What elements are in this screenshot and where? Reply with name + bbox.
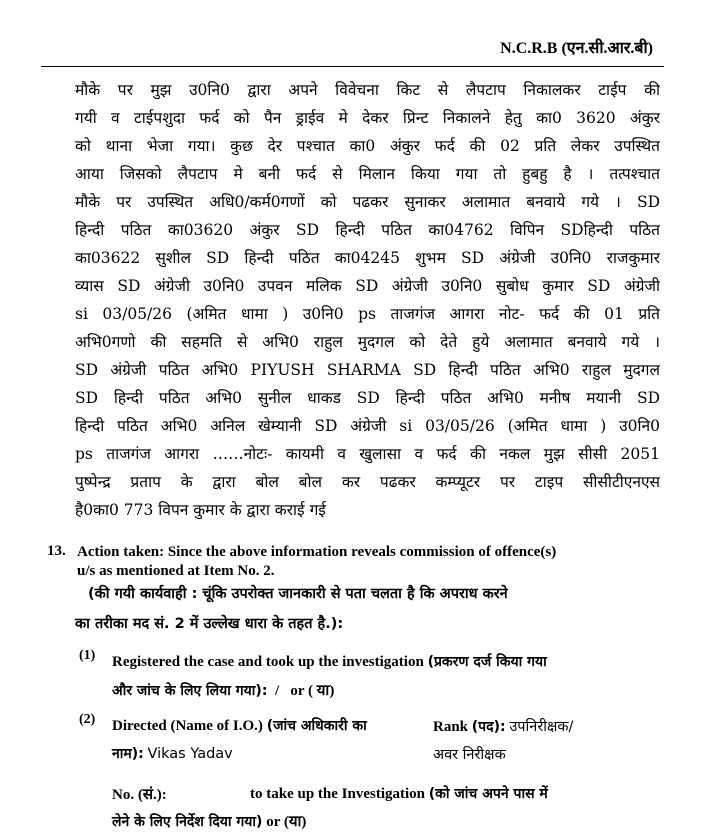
narrative-line: गयी व टाईपशुदा फर्द को पैन ड्राईव मे देकर प्रिन्ट निकालने हेतु का0 3620 अंकुर	[75, 109, 660, 127]
rank-hindi: (पद):	[471, 719, 506, 735]
narrative-text	[75, 76, 660, 524]
take-up-hindi: (को जांच अपने पास में	[428, 786, 548, 802]
rank-english: Rank	[433, 719, 472, 735]
sub-item-1-english: Registered the case and took up the investigation	[112, 654, 428, 670]
narrative-line: है0का0 773 विपन कुमार के द्वारा कराई गई	[75, 501, 326, 519]
item-13-hindi-line1: (की गयी कार्यवाही : चूंकि उपरोक्त जानकारी से पता चलता है कि अपराध करने	[88, 586, 508, 602]
take-up-or: or (या)	[262, 814, 307, 830]
item-13-title-line1: Action taken: Since the above information reveals commission of offence(s)	[77, 544, 557, 560]
narrative-line: मौके पर उपस्थित अधि0/कर्म0गणों को पढकर सुनाकर अलामात बनवाये गये । SD	[75, 193, 660, 211]
narrative-line: आया जिसको लैपटाप मे बनी फर्द से मिलान किया गया तो हुबहु है । तत्पश्चात	[75, 165, 660, 183]
rank-value-2: अवर निरीक्षक	[433, 747, 506, 763]
name-label: नाम):	[112, 746, 144, 762]
rank-value-row	[433, 744, 506, 764]
rank-row	[433, 716, 573, 736]
no-label	[112, 784, 167, 804]
sub-item-1-line1	[112, 652, 547, 671]
sub-item-1-hindi: (प्रकरण दर्ज किया गया	[427, 654, 547, 670]
narrative-line: पुष्पेन्द्र प्रताप के द्वारा बोल बोल कर पढकर कम्प्यूटर पर टाइप सीसीटीएनएस	[75, 473, 660, 491]
narrative-line: ps ताजगंज आगरा ……नोटः- कायमी व खुलासा व फर्द की नकल मुझ सीसी 2051	[75, 445, 660, 463]
sub-item-1-or: / or ( या)	[267, 683, 335, 699]
narrative-line: SD अंग्रेजी पठित अभि0 PIYUSH SHARMA SD हिन्दी पठित अभि0 राहुल मुदगल	[75, 361, 660, 379]
narrative-line: si 03/05/26 (अमित धामा ) उ0नि0 ps ताजगंज आगरा नोट- फर्द की 01 प्रति	[75, 305, 660, 323]
directed-hindi: (जांच अधिकारी का	[266, 718, 367, 734]
sub-item-2-number: (2)	[79, 712, 96, 727]
directed-english: Directed (Name of I.O.)	[112, 718, 267, 734]
narrative-line: व्यास SD अंग्रेजी उ0नि0 उपवन मलिक SD अंग्रेजी उ0नि0 सुबोध कुमार SD अंग्रेजी	[75, 277, 660, 295]
item-13-title-line2: u/s as mentioned at Item No. 2.	[77, 563, 275, 579]
narrative-line: SD हिन्दी पठित अभि0 सुनील धाकड SD हिन्दी पठित अभि0 मनीष मयानी SD	[75, 389, 660, 407]
item-13-hindi-line2: का तरीका मद सं. 2 में उल्लेख धारा के तहत है.):	[75, 616, 344, 632]
narrative-line: का03622 सुशील SD हिन्दी पठित का04245 शुभम SD अंग्रेजी उ0नि0 राजकुमार	[75, 249, 660, 267]
sub-item-2-name-row	[112, 744, 233, 763]
take-up-english: to take up the Investigation	[250, 786, 429, 802]
rank-value-1: उपनिरीक्षक/	[509, 719, 574, 735]
narrative-line: अभि0गणो की सहमति से अभि0 राहुल मुदगल को देते हुये अलामात बनवाये गये ।	[75, 333, 660, 351]
item-number: 13.	[47, 543, 66, 559]
sub-item-1-hindi-line2: और जांच के लिए लिया गया):	[112, 683, 268, 699]
take-up-row-2	[112, 811, 306, 831]
no-label-text: No. (सं.):	[112, 787, 167, 803]
narrative-line: को थाना भेजा गया। कुछ देर पश्चात का0 अंकुर फर्द की 02 प्रति लेकर उपस्थित	[75, 137, 660, 155]
narrative-line: हिन्दी पठित का03620 अंकुर SD हिन्दी पठित का04762 विपिन SDहिन्दी पठित	[75, 221, 660, 239]
io-name: Vikas Yadav	[147, 746, 233, 762]
sub-item-1-line2	[112, 680, 334, 700]
sub-item-2-directed	[112, 716, 367, 735]
take-up-hindi-line2: लेने के लिए निर्देश दिया गया)	[112, 814, 263, 830]
sub-item-1-number: (1)	[79, 648, 96, 663]
narrative-line: मौके पर मुझ उ0नि0 द्वारा अपने विवेचना किट से लैपटाप निकालकर टाईप की	[75, 81, 660, 99]
narrative-line: हिन्दी पठित अभि0 अनिल खेम्यानी SD अंग्रेजी si 03/05/26 (अमित धामा ) उ0नि0	[75, 417, 660, 435]
header-rule	[41, 66, 664, 67]
take-up-row	[250, 784, 548, 803]
ncrb-header: N.C.R.B (एन.सी.आर.बी)	[500, 40, 653, 57]
